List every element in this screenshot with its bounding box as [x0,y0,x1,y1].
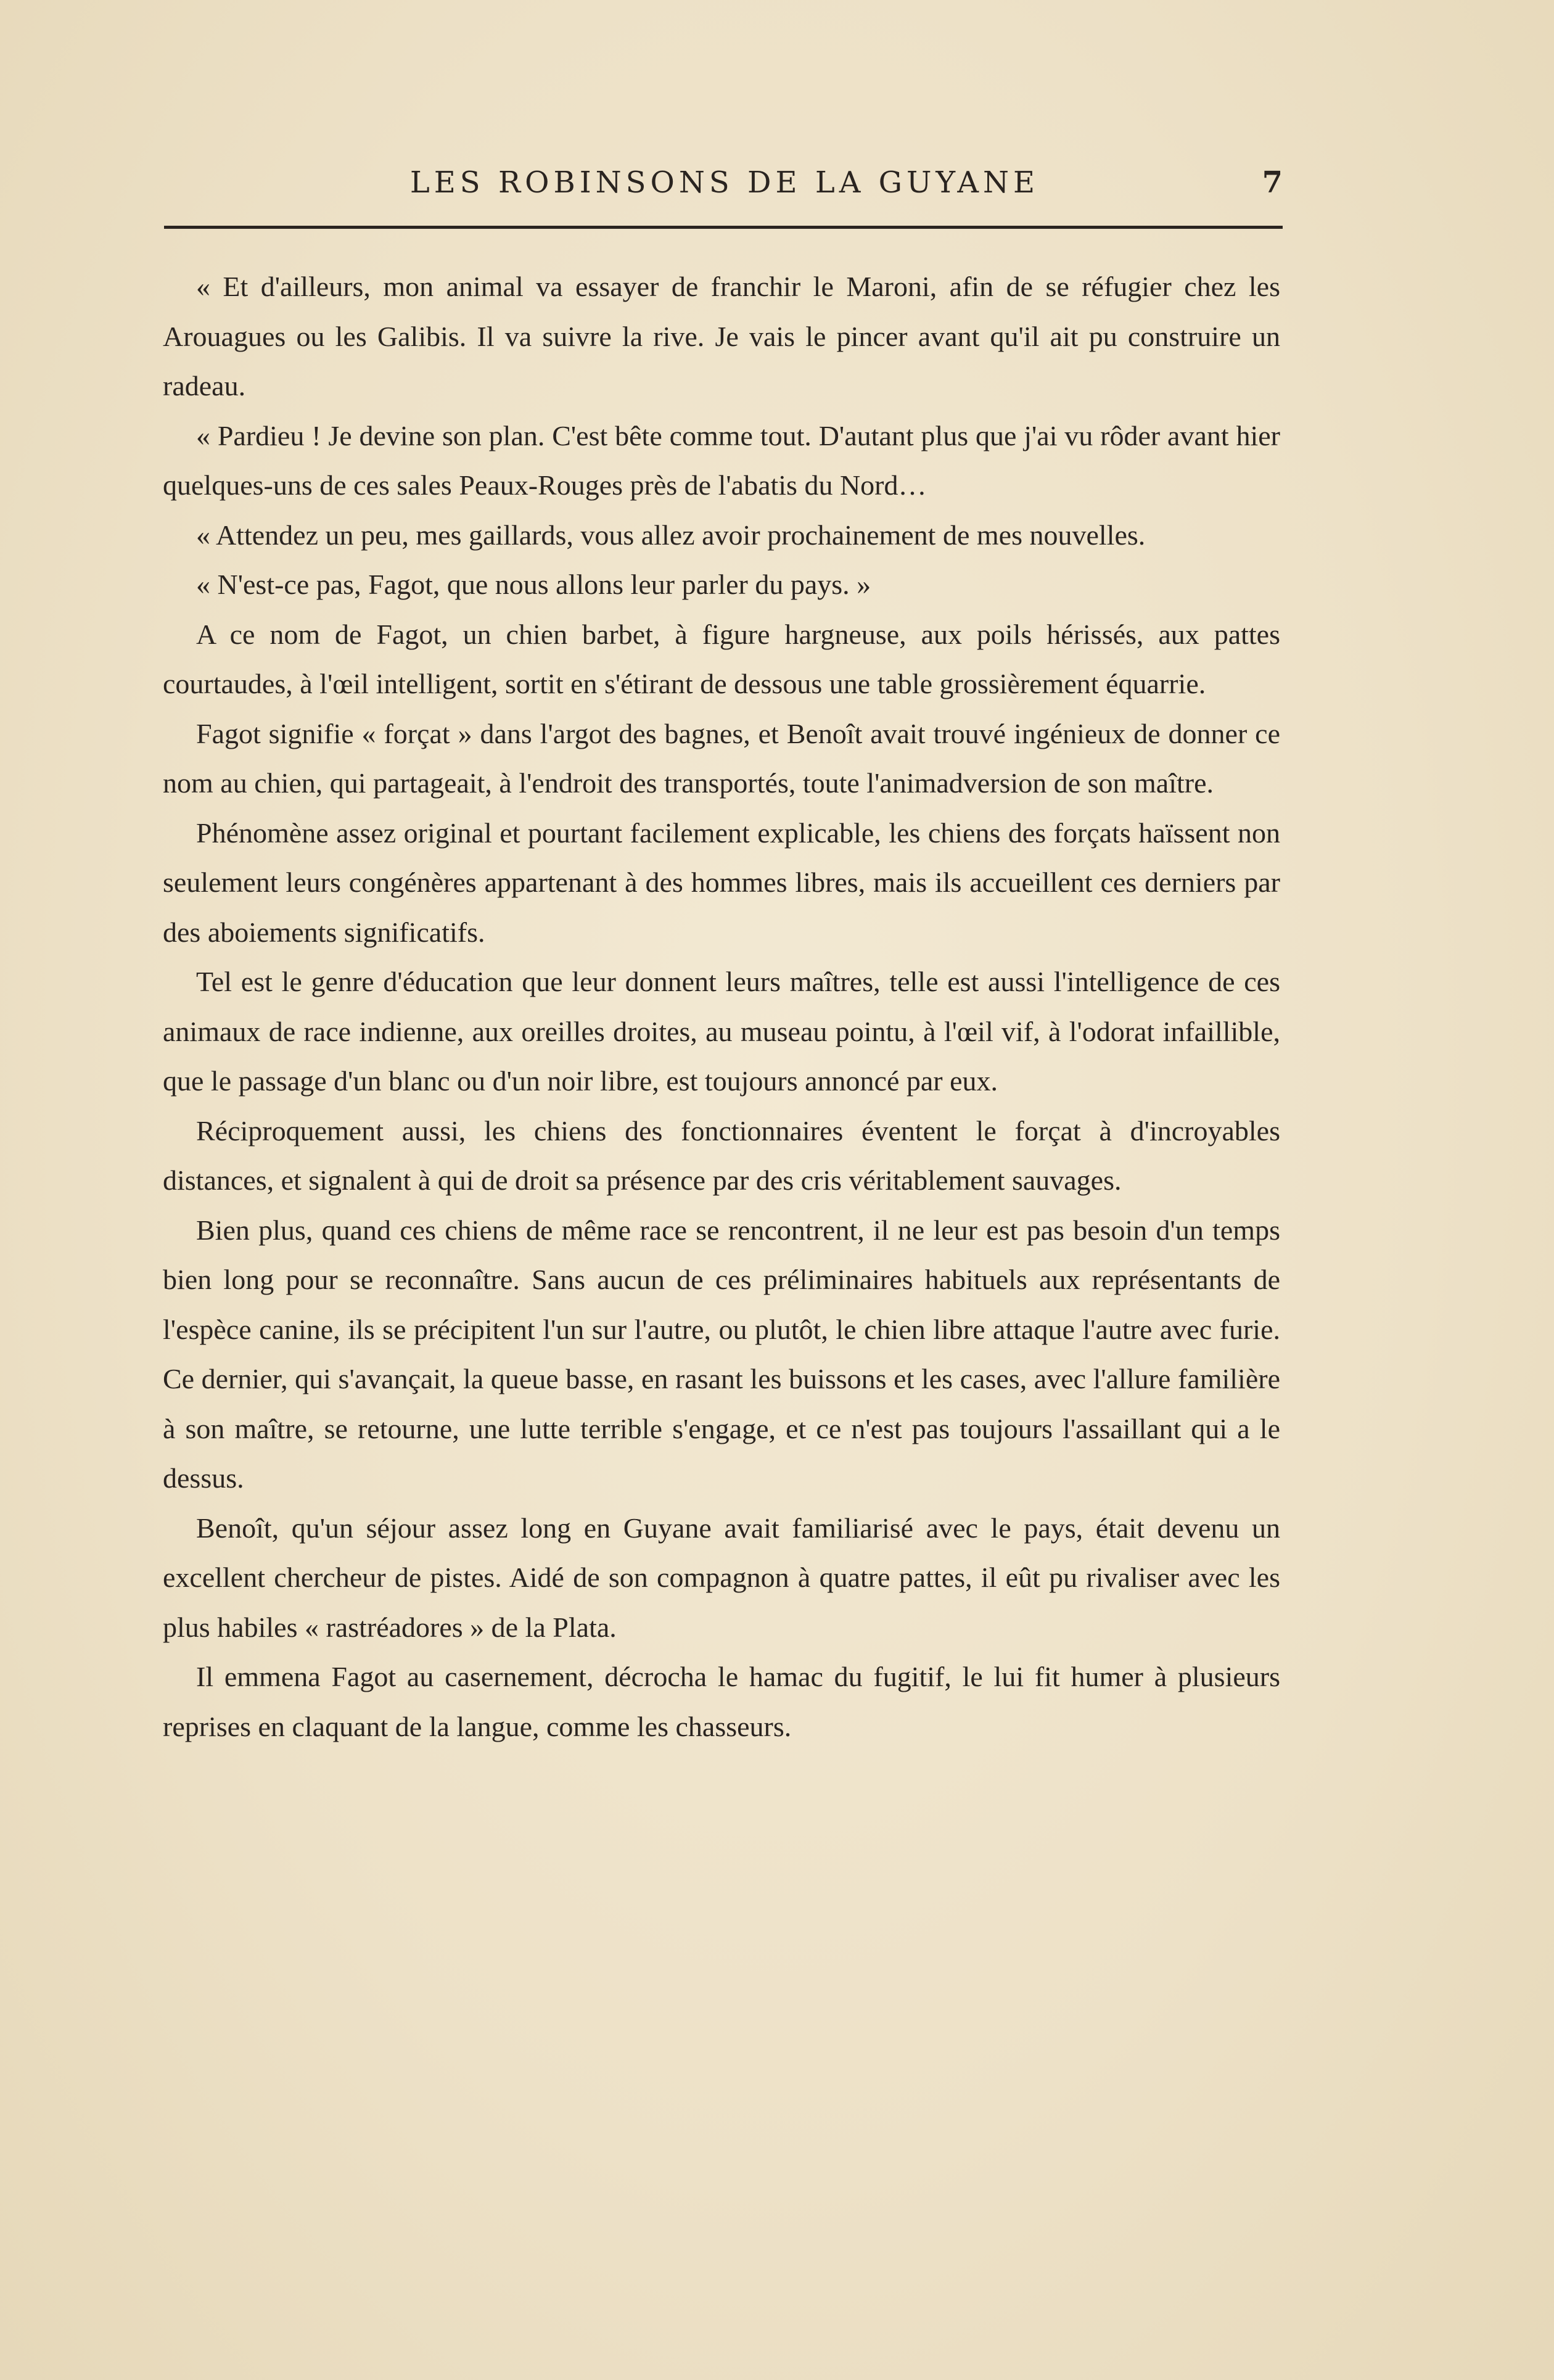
paragraph: A ce nom de Fagot, un chien barbet, à figure hargneuse, aux poils hérissés, aux pattes courtaudes, à l'œil intelligent, sortit en s'étirant de dessous une table grossièrement équarrie. [163,618,1280,699]
running-title: LES ROBINSONS DE LA GUYANE [409,165,1040,200]
header-rule [164,226,1283,229]
paragraph: Tel est le genre d'éducation que leur donnent leurs maîtres, telle est aussi l'intelligence de ces animaux de race indienne, aux oreilles droites, au museau pointu, à l'œil vif, à l'odorat infaillible, que le passage d'un blanc ou d'un noir libre, est toujours annoncé par eux. [163,966,1280,1097]
paragraph: Phénomène assez original et pourtant facilement explicable, les chiens des forçats haïssent non seulement leurs congénères appartenant à des hommes libres, mais ils accueillent ces derniers par des aboiements significatifs. [163,817,1280,948]
paragraph: Bien plus, quand ces chiens de même race se rencontrent, il ne leur est pas besoin d'un temps bien long pour se reconnaître. Sans aucun de ces préliminaires habituels aux représentants de l'espèce canine, ils se précipitent l'un sur l'autre, ou plutôt, le chien libre attaque l'autre avec furie. Ce dernier, qui s'avançait, la queue basse, en rasant les buissons et les cases, avec l'allure familière à son maître, se retourne, une lutte terrible s'engage, et ce n'est pas toujours l'assaillant qui a le dessus. [163,1214,1280,1494]
paragraph: Fagot signifie « forçat » dans l'argot des bagnes, et Benoît avait trouvé ingénieux de donner ce nom au chien, qui partageait, à l'endroit des transportés, toute l'animadversion de son maître. [163,717,1280,799]
body-text [163,262,1280,1752]
paragraph: « N'est-ce pas, Fagot, que nous allons leur parler du pays. » [196,569,871,600]
paragraph: « Attendez un peu, mes gaillards, vous allez avoir prochainement de mes nouvelles. [196,519,1146,551]
paragraph: Benoît, qu'un séjour assez long en Guyane avait familiarisé avec le pays, était devenu un excellent chercheur de pistes. Aidé de son compagnon à quatre pattes, il eût pu rivaliser avec les plus habiles « rastréadores » de la Plata. [163,1512,1280,1643]
paragraph: Il emmena Fagot au casernement, décrocha le hamac du fugitif, le lui fit humer à plusieurs reprises en claquant de la langue, comme les chasseurs. [163,1661,1280,1742]
running-head [166,162,1283,211]
page-number: 7 [1262,165,1283,200]
paragraph: « Pardieu ! Je devine son plan. C'est bête comme tout. D'autant plus que j'ai vu rôder avant hier quelques-uns de ces sales Peaux-Rouges près de l'abatis du Nord… [163,419,1280,501]
paragraph: Réciproquement aussi, les chiens des fonctionnaires éventent le forçat à d'incroyables distances, et signalent à qui de droit sa présence par des cris véritablement sauvages. [163,1114,1280,1196]
paragraph: « Et d'ailleurs, mon animal va essayer de franchir le Maroni, afin de se réfugier chez les Arouagues ou les Galibis. Il va suivre la rive. Je vais le pincer avant qu'il ait pu construire un radeau. [163,271,1280,401]
